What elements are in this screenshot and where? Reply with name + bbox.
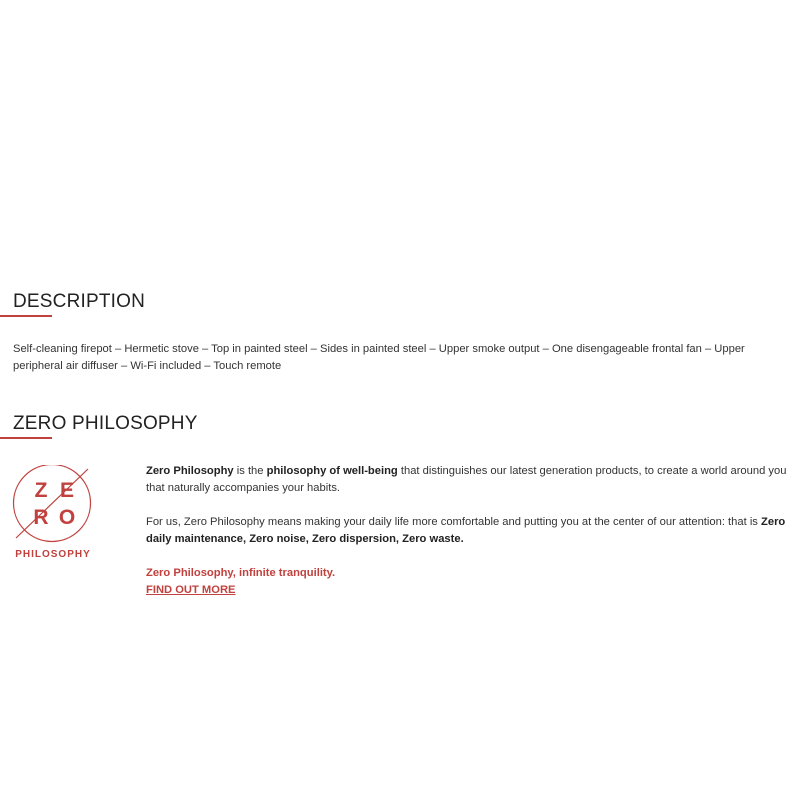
philosophy-of-well-being-bold: philosophy of well-being — [266, 465, 398, 477]
zero-philosophy-logo-icon — [10, 465, 100, 565]
logo-letter-z: Z — [34, 479, 48, 502]
zero-philosophy-bold-name: Zero Philosophy — [146, 465, 234, 477]
logo-letter-o: O — [58, 506, 76, 529]
logo-caption: PHILOSOPHY — [15, 549, 91, 560]
zero-list-bold: Zero daily maintenance, Zero noise, Zero dispersion, Zero waste. — [146, 516, 786, 545]
logo-letter-e: E — [59, 479, 75, 502]
paragraph-1-text-b: that distinguishes our latest generation products, to create a world around you that naturally accompanies your habits. — [146, 465, 787, 494]
zero-philosophy-heading: ZERO PHILOSOPHY — [13, 413, 198, 434]
zero-philosophy-tagline: Zero Philosophy, infinite tranquility. — [146, 567, 336, 579]
logo-letter-r: R — [33, 506, 49, 529]
zero-philosophy-heading-underline — [0, 437, 52, 439]
description-text: Self-cleaning firepot – Hermetic stove – Top in painted steel – Sides in painted steel – Upper smoke output – One disengageable frontal fan – Upper peripheral air diffuser – Wi-Fi included – Touch remote — [13, 343, 745, 372]
logo-slash — [16, 469, 88, 538]
zero-philosophy-content — [146, 463, 796, 599]
zero-philosophy-paragraph-1 — [146, 463, 796, 497]
zero-philosophy-logo-graphic — [10, 465, 100, 565]
paragraph-1-text-a: is the — [233, 465, 267, 477]
find-out-more-link[interactable]: FIND OUT MORE — [146, 584, 236, 596]
zero-philosophy-tagline-block — [146, 565, 796, 599]
zero-philosophy-paragraph-2 — [146, 514, 796, 548]
description-heading: DESCRIPTION — [13, 291, 146, 312]
paragraph-2-text: For us, Zero Philosophy means making your daily life more comfortable and putting you at the center of our attention: that is — [146, 516, 762, 528]
description-heading-underline — [0, 315, 52, 317]
